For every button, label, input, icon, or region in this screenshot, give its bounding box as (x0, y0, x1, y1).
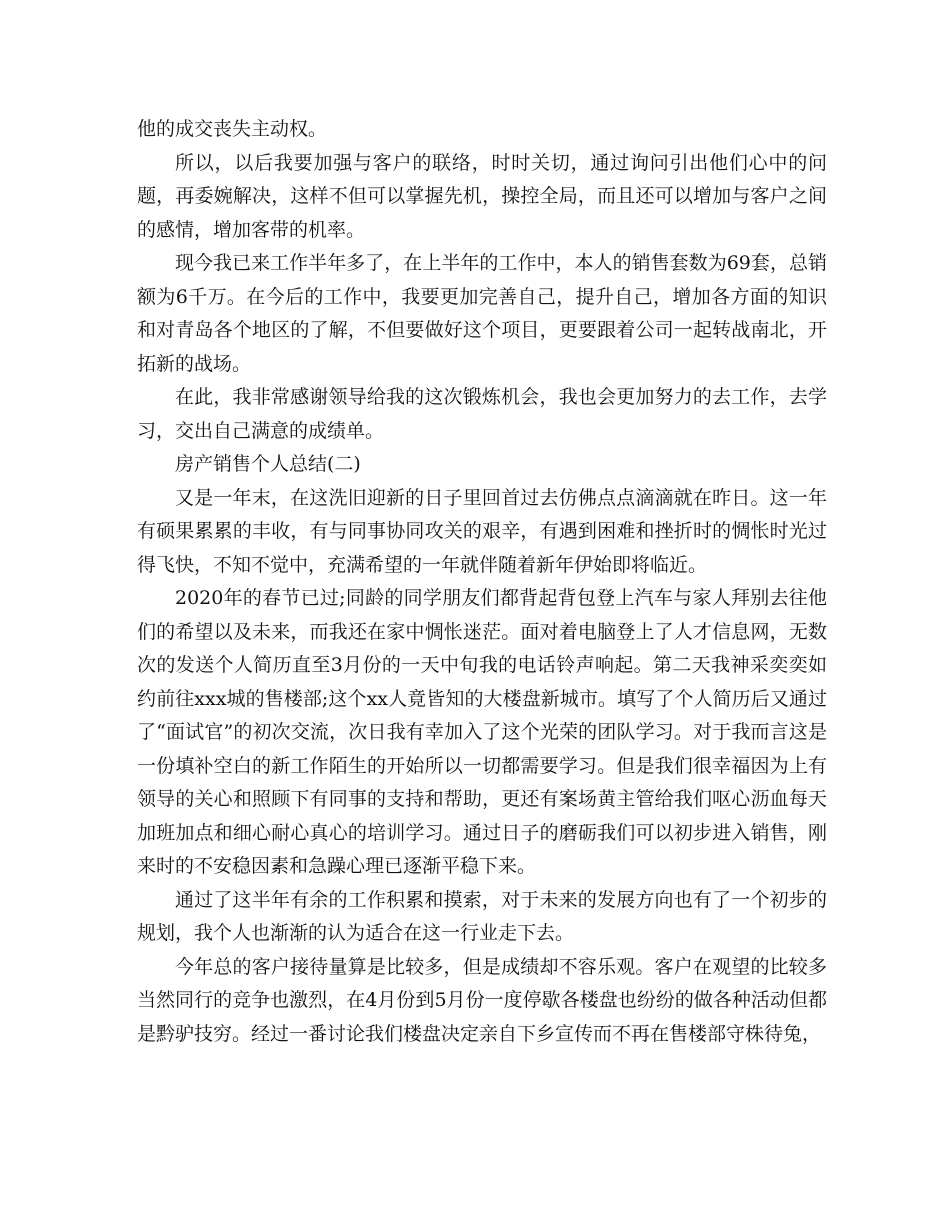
paragraph-joining-story: 2020年的春节已过;同龄的同学朋友们都背起背包登上汽车与家人拜别去往他们的希望以及未来，而我还在家中惆怅迷茫。面对着电脑登上了人才信息网，无数次的发送个人简历直至3月份的一天中旬我的电话铃声响起。第二天我神采奕奕如约前往xxx城的售楼部;这个xx人竟皆知的大楼盘新城市。填写了个人简历后又通过了“面试官”的初次交流，次日我有幸加入了这个光荣的团队学习。对于我而言这是一份填补空白的新工作陌生的开始所以一切都需要学习。但是我们很幸福因为上有领导的关心和照顾下有同事的支持和帮助，更还有案场黄主管给我们呕心沥血每天加班加点和细心耐心真心的培训学习。通过日子的磨砺我们可以初步进入销售，刚来时的不安稳因素和急躁心理已逐渐平稳下来。 (137, 587, 827, 877)
document-body (137, 113, 827, 1051)
paragraph-continuation: 他的成交丧失主动权。 (137, 118, 328, 140)
paragraph-half-year-results: 现今我已来工作半年多了，在上半年的工作中，本人的销售套数为69套，总销额为6千万。在今后的工作中，我要更加完善自己，提升自己，增加各方面的知识和对青岛各个地区的了解，不但要做好这个项目，更要跟着公司一起转战南北，开拓新的战场。 (137, 252, 827, 375)
paragraph-customer-contact: 所以，以后我要加强与客户的联络，时时关切，通过询问引出他们心中的问题，再委婉解决，这样不但可以掌握先机，操控全局，而且还可以增加与客户之间的感情，增加客带的机率。 (137, 151, 827, 241)
paragraph-year-end: 又是一年末，在这洗旧迎新的日子里回首过去仿佛点点滴滴就在昨日。这一年有硕果累累的丰收，有与同事协同攻关的艰辛，有遇到困难和挫折时的惆怅时光过得飞快，不知不觉中，充满希望的一年就伴随着新年伊始即将临近。 (137, 486, 827, 576)
paragraph-thanks: 在此，我非常感谢领导给我的这次锻炼机会，我也会更加努力的去工作，去学习，交出自己满意的成绩单。 (137, 386, 827, 442)
paragraph-career-plan: 通过了这半年有余的工作积累和摸索，对于未来的发展方向也有了一个初步的规划，我个人也渐渐的认为适合在这一行业走下去。 (137, 888, 827, 944)
paragraph-customer-volume: 今年总的客户接待量算是比较多，但是成绩却不容乐观。客户在观望的比较多当然同行的竞争也激烈，在4月份到5月份一度停歇各楼盘也纷纷的做各种活动但都是黔驴技穷。经过一番讨论我们楼盘决定亲自下乡宣传而不再在售楼部守株待兔， (137, 955, 827, 1045)
section-heading: 房产销售个人总结(二) (175, 453, 361, 475)
